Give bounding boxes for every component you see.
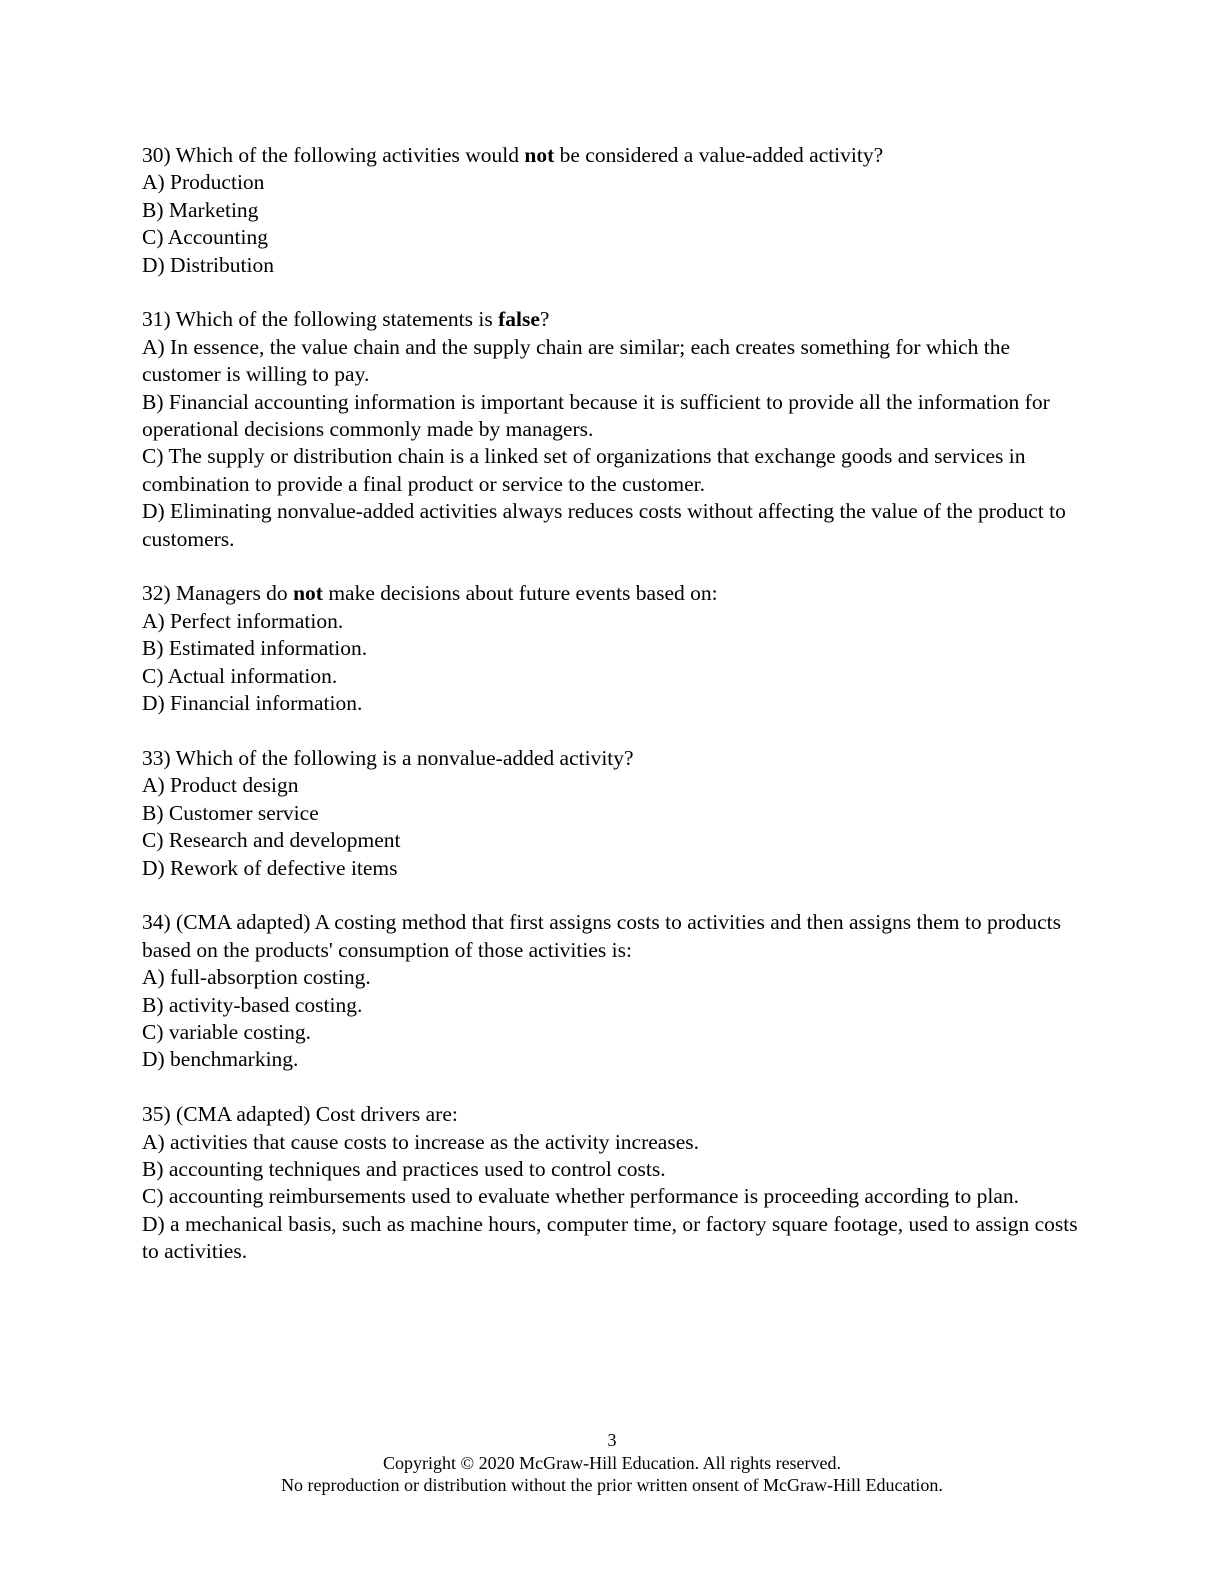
answer-option: B) Financial accounting information is important because it is sufficient to provide all the information for operational decisions commonly made by managers. [142, 389, 1050, 442]
answer-option: C) Accounting [142, 225, 268, 250]
copyright-notice: Copyright © 2020 McGraw-Hill Education. All rights reserved. [382, 1452, 842, 1473]
emphasis-text: not [293, 581, 323, 606]
question-list [142, 142, 1092, 1293]
question-stem: 34) (CMA adapted) A costing method that first assigns costs to activities and then assigns them to products based on the products' consumption of those activities is: [142, 910, 1062, 962]
answer-option: C) The supply or distribution chain is a linked set of organizations that exchange goods and services in combination to provide a final product or service to the customer. [142, 444, 1026, 496]
question-31 [142, 306, 1092, 553]
question-stem: 35) (CMA adapted) Cost drivers are: [142, 1102, 458, 1127]
question-32 [142, 580, 1092, 717]
question-33 [142, 745, 1092, 882]
answer-option: C) accounting reimbursements used to evaluate whether performance is proceeding according to plan. [142, 1184, 1019, 1209]
question-stem: 32) Managers do not make decisions about future events based on: [142, 581, 718, 606]
answer-option: B) accounting techniques and practices used to control costs. [142, 1156, 666, 1181]
question-stem: 33) Which of the following is a nonvalue-added activity? [142, 745, 634, 770]
question-35 [142, 1101, 1092, 1265]
answer-option: D) Rework of defective items [142, 855, 398, 880]
answer-option: A) full-absorption costing. [142, 965, 371, 990]
answer-option: C) Actual information. [142, 663, 338, 688]
answer-option: A) Production [142, 170, 265, 195]
question-stem: 30) Which of the following activities would not be considered a value-added activity? [142, 143, 884, 167]
question-stem: 31) Which of the following statements is false? [142, 307, 550, 332]
answer-option: B) Marketing [142, 197, 259, 222]
answer-option: D) Financial information. [142, 691, 363, 716]
answer-option: B) Customer service [142, 800, 319, 825]
answer-option: B) activity-based costing. [142, 992, 363, 1017]
question-30 [142, 142, 1092, 279]
answer-option: A) Perfect information. [142, 608, 344, 633]
answer-option: A) Product design [142, 773, 299, 798]
answer-option: C) variable costing. [142, 1019, 311, 1044]
answer-option: D) a mechanical basis, such as machine hours, computer time, or factory square footage, used to assign costs to activities. [142, 1211, 1078, 1264]
page-footer [0, 1429, 1224, 1497]
page-number: 3 [607, 1430, 617, 1450]
answer-option: D) Distribution [142, 252, 274, 277]
answer-option: D) Eliminating nonvalue-added activities always reduces costs without affecting the value of the product to customers. [142, 499, 1066, 551]
answer-option: B) Estimated information. [142, 636, 368, 661]
answer-option: A) In essence, the value chain and the supply chain are similar; each creates something for which the customer is willing to pay. [142, 334, 1011, 387]
answer-option: C) Research and development [142, 828, 401, 853]
distribution-notice: No reproduction or distribution without the prior written onsent of McGraw-Hill Education. [281, 1475, 943, 1495]
answer-option: A) activities that cause costs to increase as the activity increases. [142, 1129, 699, 1154]
emphasis-text: false [498, 307, 540, 332]
answer-option: D) benchmarking. [142, 1047, 299, 1072]
emphasis-text: not [524, 143, 555, 167]
question-34 [142, 909, 1092, 1073]
